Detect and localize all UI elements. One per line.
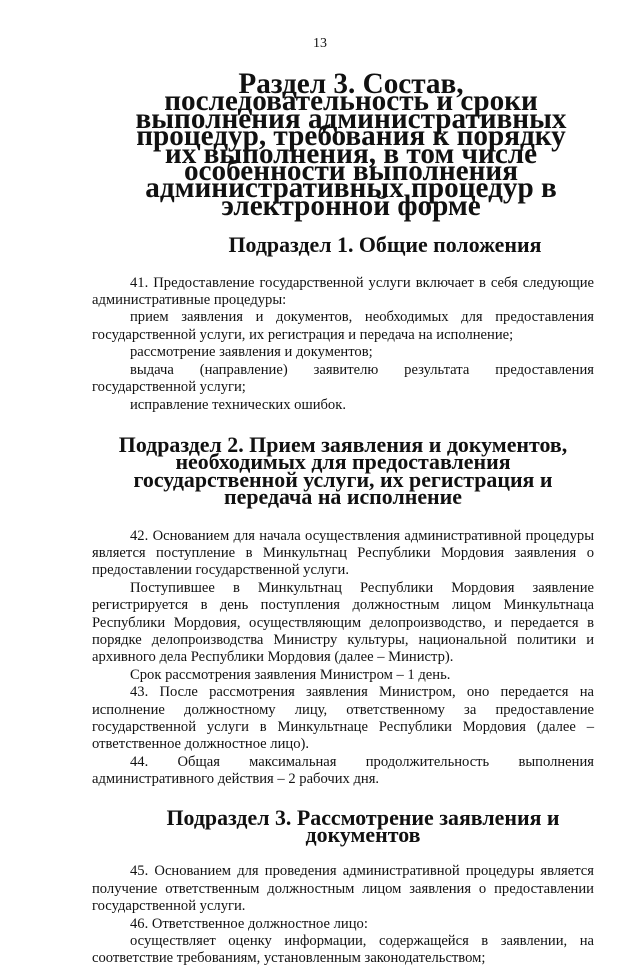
section-3-heading: Раздел 3. Состав, последовательность и сроки выполнения административных процедур, требования к порядку их выполнения, в том числе особенности выполнения административных процедур в электронной форме xyxy=(135,68,567,222)
page-number: 13 xyxy=(313,36,327,51)
procedure-item: выдача (направление) заявителю результата предоставления государственной услуги; xyxy=(92,361,594,396)
paragraph-45: 45. Основанием для проведения административной процедуры является получение ответственным должностным лицом заявления о предоставлении государственной услуги. xyxy=(92,863,594,915)
procedure-item: исправление технических ошибок. xyxy=(130,396,346,413)
paragraph-42-term: Срок рассмотрения заявления Министром – 1 день. xyxy=(130,666,451,683)
subsection-3-heading: Подраздел 3. Рассмотрение заявления и документов xyxy=(166,804,560,848)
paragraph-41: 41. Предоставление государственной услуги включает в себя следующие административные процедуры: xyxy=(92,274,594,309)
paragraph-42-registration: Поступившее в Минкультнац Республики Мордовия заявление регистрируется в день поступления должностным лицом Минкультнаца Республики Мордовия, осуществляющим делопроизводство, и передается в порядке делопроизводства Министру культуры, национальной политики и архивного дела Республики Мордовия (далее – Министр). xyxy=(92,579,594,666)
subsection-2-heading: Подраздел 2. Прием заявления и документов, необходимых для предоставления государственной услуги, их регистрация и передача на исполнение xyxy=(118,431,568,510)
paragraph-46-assessment: осуществляет оценку информации, содержащейся в заявлении, на соответствие требованиям, установленным законодательством; xyxy=(92,933,594,967)
procedure-item: рассмотрение заявления и документов; xyxy=(130,344,373,361)
procedure-item: прием заявления и документов, необходимых для предоставления государственной услуги, их регистрация и передача на исполнение; xyxy=(92,309,594,343)
paragraph-46: 46. Ответственное должностное лицо: xyxy=(130,915,368,932)
paragraph-43: 43. После рассмотрения заявления Министром, оно передается на исполнение должностному лицу, ответственному за предоставление государственной услуги в Минкультнаце Республики Мордовия (далее – ответственное должностное лицо). xyxy=(92,684,594,753)
document-body xyxy=(92,68,594,968)
subsection-1-heading: Подраздел 1. Общие положения xyxy=(228,232,542,258)
paragraph-42: 42. Основанием для начала осуществления административной процедуры является поступление в Минкультнац Республики Мордовия заявления о предоставлении государственной услуги. xyxy=(92,527,594,579)
paragraph-44: 44. Общая максимальная продолжительность выполнения административного действия – 2 рабочих дня. xyxy=(92,753,594,788)
